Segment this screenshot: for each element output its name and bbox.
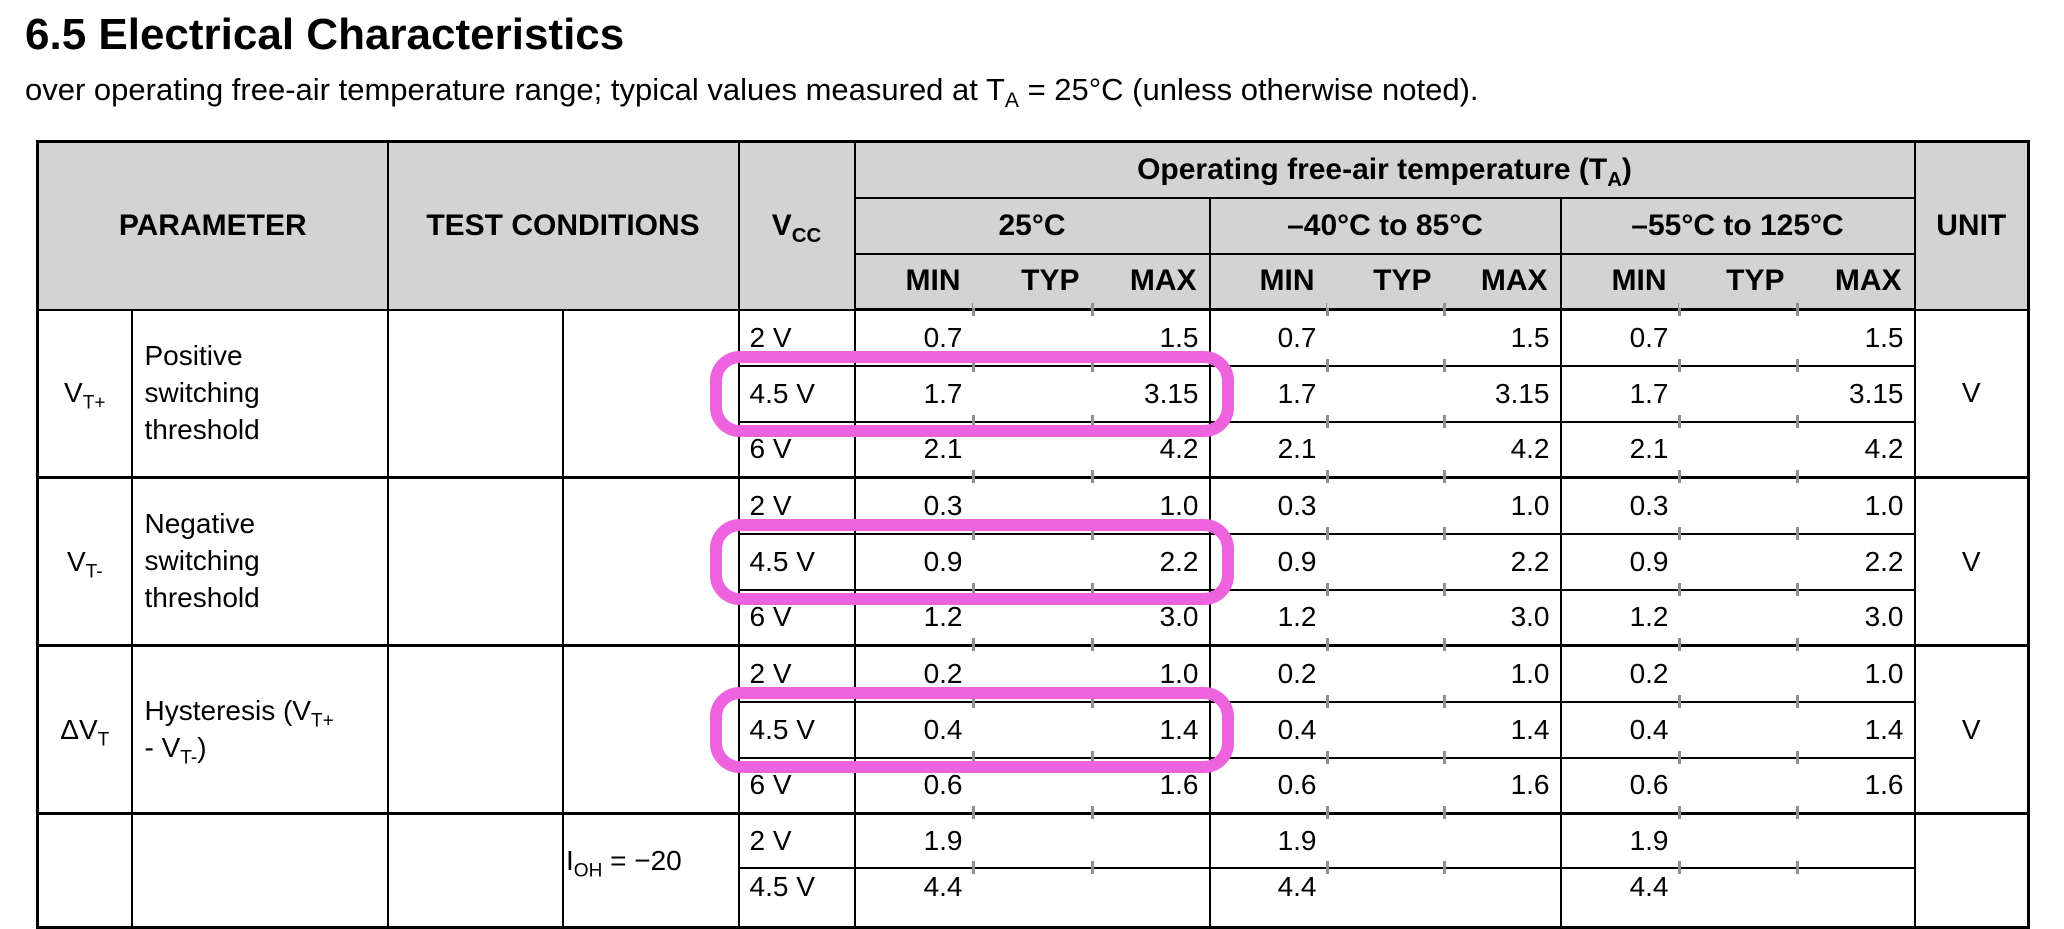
cell-unit bbox=[1915, 814, 2029, 928]
cell-typ-25 bbox=[973, 868, 1092, 928]
cell-typ-25 bbox=[973, 534, 1092, 590]
cell-min-55-125: 0.6 bbox=[1561, 758, 1679, 814]
cell-typ-55-125 bbox=[1679, 534, 1797, 590]
cell-max-55-125: 4.2 bbox=[1797, 422, 1915, 478]
cell-vcc: 6 V bbox=[739, 758, 855, 814]
cell-unit: V bbox=[1915, 646, 2029, 814]
cell-test-condition-1 bbox=[388, 310, 563, 478]
cell-max-55-125: 3.0 bbox=[1797, 590, 1915, 646]
table-row bbox=[38, 814, 2029, 868]
cell-max-40-85: 1.4 bbox=[1444, 702, 1561, 758]
cell-test-condition-2 bbox=[563, 646, 739, 814]
cell-vcc: 2 V bbox=[739, 478, 855, 534]
table-row bbox=[38, 646, 2029, 702]
cell-typ-55-125 bbox=[1679, 758, 1797, 814]
cell-min-25: 0.9 bbox=[855, 534, 973, 590]
cell-typ-55-125 bbox=[1679, 702, 1797, 758]
col-header-typ-40-85: TYP bbox=[1327, 254, 1444, 310]
cell-min-40-85: 1.2 bbox=[1210, 590, 1327, 646]
cell-description-partial bbox=[132, 814, 388, 928]
cell-vcc: 6 V bbox=[739, 590, 855, 646]
cell-typ-25 bbox=[973, 646, 1092, 702]
cell-min-25: 0.3 bbox=[855, 478, 973, 534]
col-header-max-25: MAX bbox=[1092, 254, 1210, 310]
section-subtitle: over operating free-air temperature range; typical values measured at $T_A = 25^\circ C$ (unless otherwise noted). bbox=[25, 72, 1479, 113]
col-header-min-25: MIN bbox=[855, 254, 973, 310]
cell-unit: V bbox=[1915, 310, 2029, 478]
cell-max-40-85: 1.6 bbox=[1444, 758, 1561, 814]
cell-min-55-125: 4.4 bbox=[1561, 868, 1679, 928]
cell-typ-40-85 bbox=[1327, 478, 1444, 534]
cell-test-condition-1 bbox=[388, 814, 563, 928]
cell-typ-25 bbox=[973, 590, 1092, 646]
col-header-temp-55-125: –55°C to 125°C bbox=[1561, 198, 1915, 254]
cell-typ-40-85 bbox=[1327, 814, 1444, 868]
cell-max-40-85 bbox=[1444, 868, 1561, 928]
cell-max-25: 1.0 bbox=[1092, 646, 1210, 702]
cell-test-condition-2 bbox=[563, 310, 739, 478]
cell-vcc: 4.5 V bbox=[739, 534, 855, 590]
cell-max-40-85: 3.15 bbox=[1444, 366, 1561, 422]
cell-min-25: 1.7 bbox=[855, 366, 973, 422]
cell-description-vtm: Negative switching threshold bbox=[132, 478, 388, 646]
cell-max-55-125: 1.0 bbox=[1797, 478, 1915, 534]
cell-max-55-125: 1.4 bbox=[1797, 702, 1915, 758]
cell-max-55-125: 3.15 bbox=[1797, 366, 1915, 422]
cell-min-55-125: 0.2 bbox=[1561, 646, 1679, 702]
cell-typ-25 bbox=[973, 310, 1092, 366]
cell-vcc: 2 V bbox=[739, 646, 855, 702]
cell-max-40-85: 4.2 bbox=[1444, 422, 1561, 478]
cell-max-25: 4.2 bbox=[1092, 422, 1210, 478]
cell-min-55-125: 0.7 bbox=[1561, 310, 1679, 366]
table-row bbox=[38, 310, 2029, 366]
cell-max-40-85: 1.0 bbox=[1444, 646, 1561, 702]
cell-typ-25 bbox=[973, 814, 1092, 868]
cell-max-25: 1.5 bbox=[1092, 310, 1210, 366]
cell-min-40-85: 0.4 bbox=[1210, 702, 1327, 758]
table-row bbox=[38, 478, 2029, 534]
cell-max-25 bbox=[1092, 814, 1210, 868]
cell-test-condition-1 bbox=[388, 478, 563, 646]
col-header-typ-55-125: TYP bbox=[1679, 254, 1797, 310]
cell-typ-25 bbox=[973, 422, 1092, 478]
cell-min-40-85: 0.9 bbox=[1210, 534, 1327, 590]
cell-min-55-125: 2.1 bbox=[1561, 422, 1679, 478]
cell-min-40-85: 0.2 bbox=[1210, 646, 1327, 702]
col-header-max-40-85: MAX bbox=[1444, 254, 1561, 310]
cell-vcc: 4.5 V bbox=[739, 366, 855, 422]
cell-typ-40-85 bbox=[1327, 868, 1444, 928]
cell-typ-55-125 bbox=[1679, 366, 1797, 422]
col-header-max-55-125: MAX bbox=[1797, 254, 1915, 310]
col-header-parameter: PARAMETER bbox=[38, 142, 388, 310]
cell-typ-55-125 bbox=[1679, 590, 1797, 646]
cell-typ-55-125 bbox=[1679, 478, 1797, 534]
cell-vcc: 4.5 V bbox=[739, 702, 855, 758]
cell-max-25 bbox=[1092, 868, 1210, 928]
col-header-test-conditions: TEST CONDITIONS bbox=[388, 142, 739, 310]
cell-vcc: 2 V bbox=[739, 814, 855, 868]
cell-typ-55-125 bbox=[1679, 646, 1797, 702]
cell-min-55-125: 1.7 bbox=[1561, 366, 1679, 422]
col-header-unit: UNIT bbox=[1915, 142, 2029, 310]
cell-typ-55-125 bbox=[1679, 422, 1797, 478]
cell-max-25: 1.6 bbox=[1092, 758, 1210, 814]
cell-min-25: 0.2 bbox=[855, 646, 973, 702]
cell-symbol-partial bbox=[38, 814, 132, 928]
header-row-1 bbox=[38, 142, 2029, 198]
cell-symbol-dvt: $\Delta V_T$ bbox=[38, 646, 132, 814]
cell-typ-25 bbox=[973, 366, 1092, 422]
col-header-vcc: $V_{CC}$ bbox=[739, 142, 855, 310]
cell-typ-55-125 bbox=[1679, 868, 1797, 928]
cell-typ-40-85 bbox=[1327, 646, 1444, 702]
col-header-temp-40-85: –40°C to 85°C bbox=[1210, 198, 1561, 254]
cell-typ-40-85 bbox=[1327, 310, 1444, 366]
test-condition-ioh-label: $I_{OH} = -20$ bbox=[566, 845, 682, 882]
cell-symbol-vtp: $V_{T+}$ bbox=[38, 310, 132, 478]
section-title: 6.5 Electrical Characteristics bbox=[25, 10, 625, 59]
cell-max-25: 2.2 bbox=[1092, 534, 1210, 590]
cell-max-55-125 bbox=[1797, 814, 1915, 868]
cell-max-25: 1.0 bbox=[1092, 478, 1210, 534]
col-header-typ-25: TYP bbox=[973, 254, 1092, 310]
cell-typ-55-125 bbox=[1679, 814, 1797, 868]
cell-symbol-vtm: $V_{T-}$ bbox=[38, 478, 132, 646]
cell-min-55-125: 0.9 bbox=[1561, 534, 1679, 590]
col-header-min-40-85: MIN bbox=[1210, 254, 1327, 310]
cell-max-40-85: 3.0 bbox=[1444, 590, 1561, 646]
cell-min-25: 0.4 bbox=[855, 702, 973, 758]
cell-max-55-125: 1.5 bbox=[1797, 310, 1915, 366]
cell-min-25: 0.7 bbox=[855, 310, 973, 366]
cell-min-55-125: 0.4 bbox=[1561, 702, 1679, 758]
cell-max-25: 1.4 bbox=[1092, 702, 1210, 758]
cell-max-40-85: 2.2 bbox=[1444, 534, 1561, 590]
cell-vcc: 2 V bbox=[739, 310, 855, 366]
cell-max-40-85 bbox=[1444, 814, 1561, 868]
cell-max-55-125: 1.6 bbox=[1797, 758, 1915, 814]
cell-typ-40-85 bbox=[1327, 366, 1444, 422]
electrical-characteristics-table bbox=[36, 140, 2030, 929]
cell-typ-55-125 bbox=[1679, 310, 1797, 366]
col-header-temp-group: Operating free-air temperature $(T_A)$ bbox=[855, 142, 1915, 198]
cell-max-40-85: 1.5 bbox=[1444, 310, 1561, 366]
cell-max-55-125 bbox=[1797, 868, 1915, 928]
cell-min-25: 0.6 bbox=[855, 758, 973, 814]
cell-max-25: 3.0 bbox=[1092, 590, 1210, 646]
cell-min-40-85: 2.1 bbox=[1210, 422, 1327, 478]
cell-min-40-85: 0.6 bbox=[1210, 758, 1327, 814]
cell-max-55-125: 1.0 bbox=[1797, 646, 1915, 702]
cell-typ-25 bbox=[973, 702, 1092, 758]
cell-test-condition-1 bbox=[388, 646, 563, 814]
col-header-min-55-125: MIN bbox=[1561, 254, 1679, 310]
cell-max-40-85: 1.0 bbox=[1444, 478, 1561, 534]
cell-max-55-125: 2.2 bbox=[1797, 534, 1915, 590]
cell-vcc: 4.5 V bbox=[739, 868, 855, 928]
cell-description-vtp: Positive switching threshold bbox=[132, 310, 388, 478]
cell-typ-40-85 bbox=[1327, 758, 1444, 814]
cell-min-25: 2.1 bbox=[855, 422, 973, 478]
cell-min-40-85: 0.7 bbox=[1210, 310, 1327, 366]
cell-test-condition-2 bbox=[563, 478, 739, 646]
cell-min-25: 1.2 bbox=[855, 590, 973, 646]
cell-typ-40-85 bbox=[1327, 534, 1444, 590]
cell-typ-40-85 bbox=[1327, 590, 1444, 646]
cell-typ-40-85 bbox=[1327, 422, 1444, 478]
col-header-temp-25: 25°C bbox=[855, 198, 1210, 254]
cell-typ-25 bbox=[973, 758, 1092, 814]
cell-min-40-85: 1.9 bbox=[1210, 814, 1327, 868]
cell-unit: V bbox=[1915, 478, 2029, 646]
cell-min-55-125: 1.9 bbox=[1561, 814, 1679, 868]
cell-min-25: 4.4 bbox=[855, 868, 973, 928]
cell-description-dvt: Hysteresis ($V_{T+}$ - $V_{T-}$) bbox=[132, 646, 388, 814]
cell-min-40-85: 1.7 bbox=[1210, 366, 1327, 422]
cell-max-25: 3.15 bbox=[1092, 366, 1210, 422]
cell-min-25: 1.9 bbox=[855, 814, 973, 868]
cell-vcc: 6 V bbox=[739, 422, 855, 478]
cell-min-40-85: 0.3 bbox=[1210, 478, 1327, 534]
cell-typ-40-85 bbox=[1327, 702, 1444, 758]
cell-min-40-85: 4.4 bbox=[1210, 868, 1327, 928]
cell-min-55-125: 1.2 bbox=[1561, 590, 1679, 646]
cell-min-55-125: 0.3 bbox=[1561, 478, 1679, 534]
cell-typ-25 bbox=[973, 478, 1092, 534]
